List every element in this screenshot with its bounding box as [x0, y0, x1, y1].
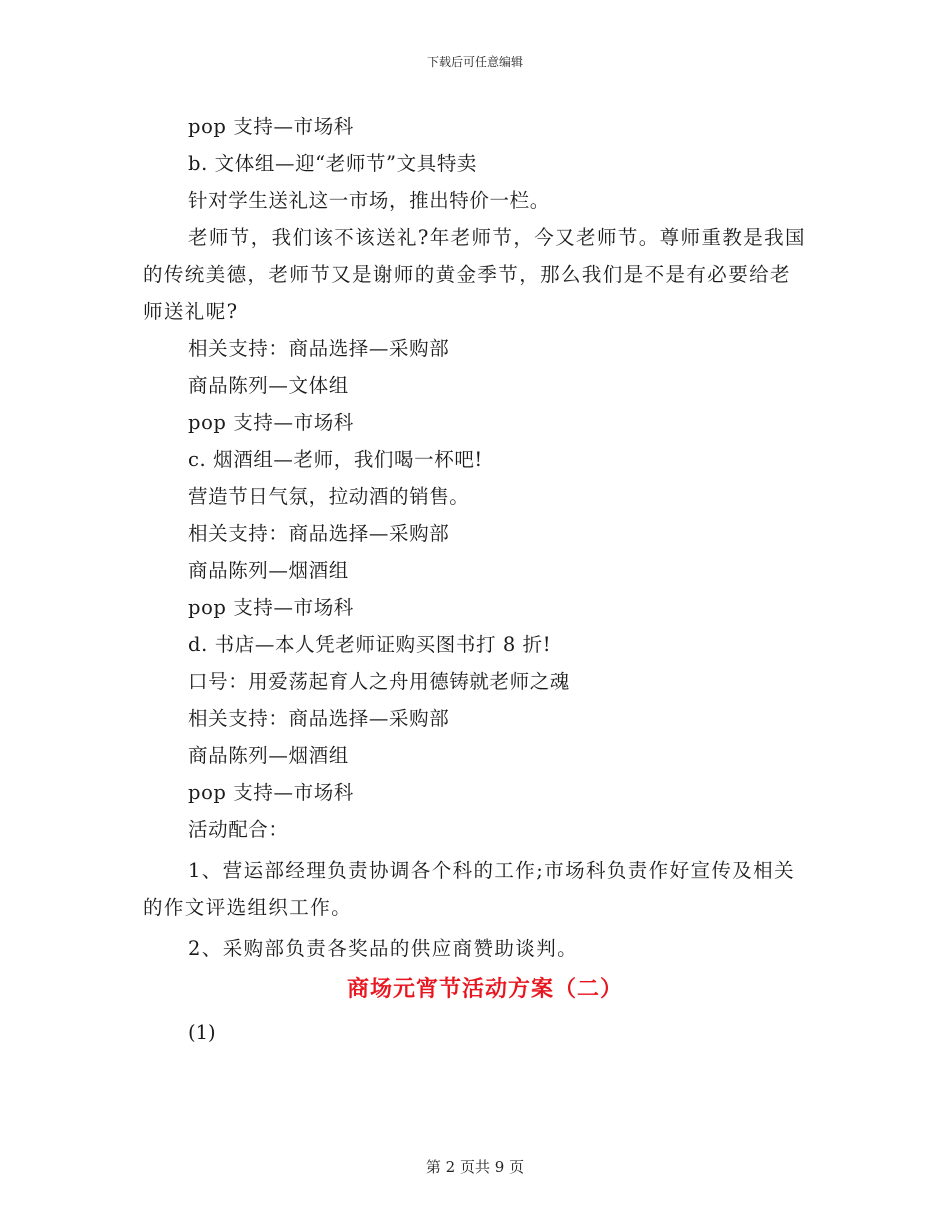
text-line: 商品陈列—烟酒组: [188, 559, 349, 582]
text-line: 活动配合：: [188, 818, 289, 841]
text-line: 营造节日气氛，拉动酒的销售。: [188, 485, 470, 508]
paragraph: 老师节，我们该不该送礼?年老师节，今又老师节。尊师重教是我国的传统美德，老师节又是谢师的黄金季节，那么我们是不是有必要给老师送礼呢?: [143, 226, 806, 323]
section-title: 商场元宵节活动方案（二）: [346, 977, 623, 1002]
text-line: pop 支持—市场科: [188, 781, 354, 804]
text-line: b. 文体组—迎“老师节”文具特卖: [188, 152, 478, 175]
text-line: 相关支持：商品选择—采购部: [188, 522, 450, 545]
text-line: 针对学生送礼这一市场，推出特价一栏。: [188, 189, 550, 212]
text-line: 商品陈列—烟酒组: [188, 744, 349, 767]
page-footer: 第 2 页共 9 页: [425, 1158, 525, 1176]
document-body: [143, 108, 807, 1051]
text-line: 相关支持：商品选择—采购部: [188, 707, 450, 730]
numbered-item-2: 2、采购部负责各奖品的供应商赞助谈判。: [188, 937, 579, 960]
subsection-marker: (1): [188, 1021, 216, 1044]
text-line: c. 烟酒组—老师，我们喝一杯吧!: [188, 448, 483, 471]
text-line: pop 支持—市场科: [188, 115, 354, 138]
text-line: 口号：用爱荡起育人之舟用德铸就老师之魂: [188, 670, 570, 693]
text-line: 相关支持：商品选择—采购部: [188, 337, 450, 360]
text-line: pop 支持—市场科: [188, 411, 354, 434]
text-line: d. 书店—本人凭老师证购买图书打 8 折!: [188, 633, 552, 656]
text-line: pop 支持—市场科: [188, 596, 354, 619]
numbered-item-1: 1、营运部经理负责协调各个科的工作;市场科负责作好宣传及相关的作文评选组织工作。: [143, 859, 795, 919]
page-header: 下载后可任意编辑: [426, 55, 523, 69]
text-line: 商品陈列—文体组: [188, 374, 349, 397]
